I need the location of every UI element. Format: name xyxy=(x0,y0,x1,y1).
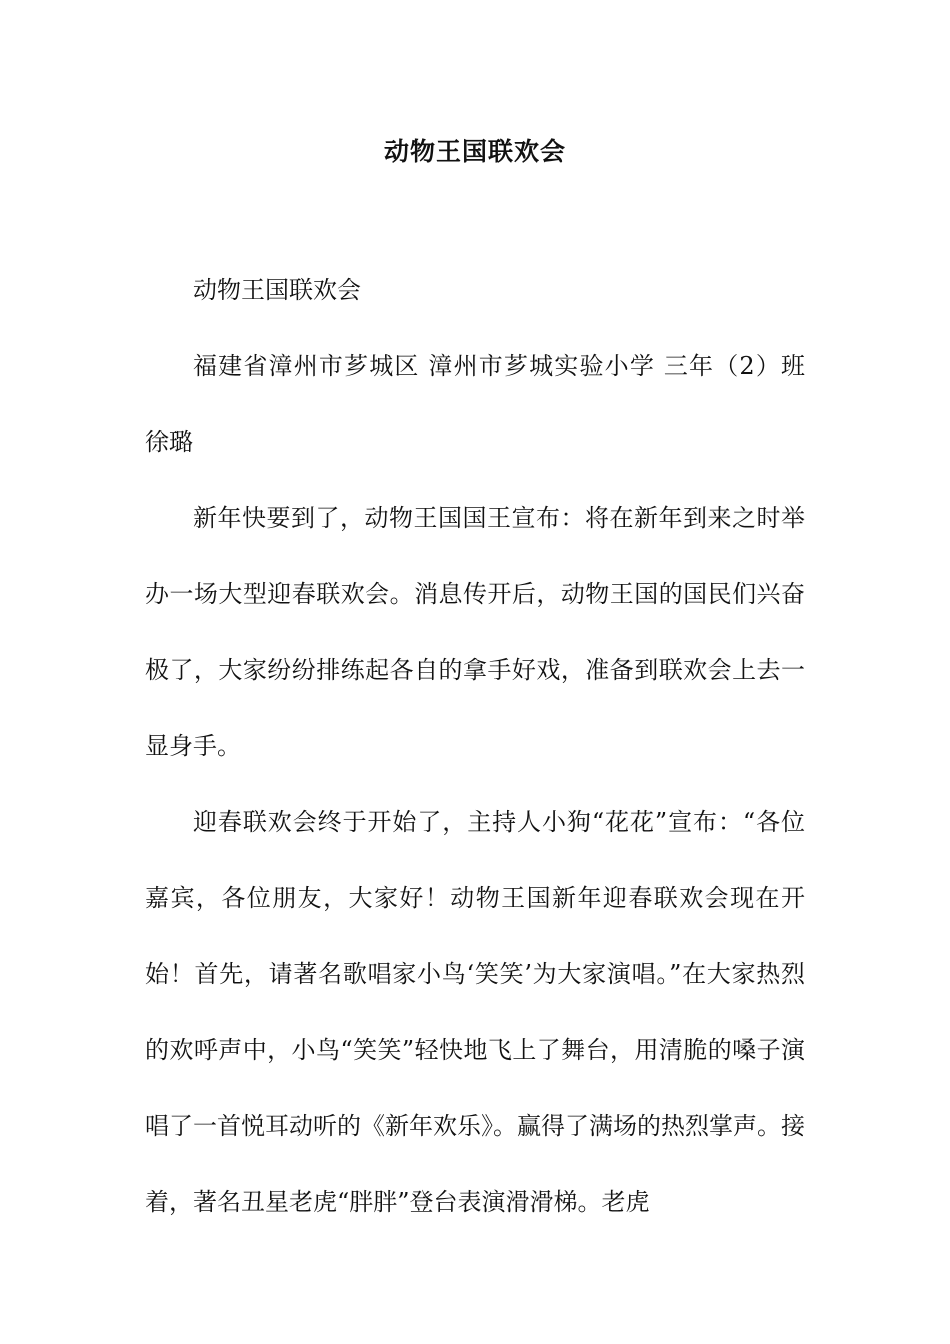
paragraph-subtitle: 动物王国联欢会 xyxy=(193,276,361,304)
paragraph-author: 福建省漳州市芗城区 漳州市芗城实验小学 三年（2）班 徐璐 xyxy=(145,352,805,456)
paragraph-1: 新年快要到了，动物王国国王宣布：将在新年到来之时举办一场大型迎春联欢会。消息传开后，动物王国的国民们兴奋极了，大家纷纷排练起各自的拿手好戏，准备到联欢会上去一显身手。 xyxy=(145,504,805,760)
document-body xyxy=(145,252,805,1240)
document-title: 动物王国联欢会 xyxy=(383,137,566,166)
paragraph-2: 迎春联欢会终于开始了，主持人小狗“花花”宣布：“各位嘉宾，各位朋友，大家好！动物王国新年迎春联欢会现在开始！首先，请著名歌唱家小鸟‘笑笑’为大家演唱。”在大家热烈的欢呼声中，小鸟“笑笑”轻快地飞上了舞台，用清脆的嗓子演唱了一首悦耳动听的《新年欢乐》。赢得了满场的热烈掌声。接着，著名丑星老虎“胖胖”登台表演滑滑梯。老虎 xyxy=(145,808,805,1216)
